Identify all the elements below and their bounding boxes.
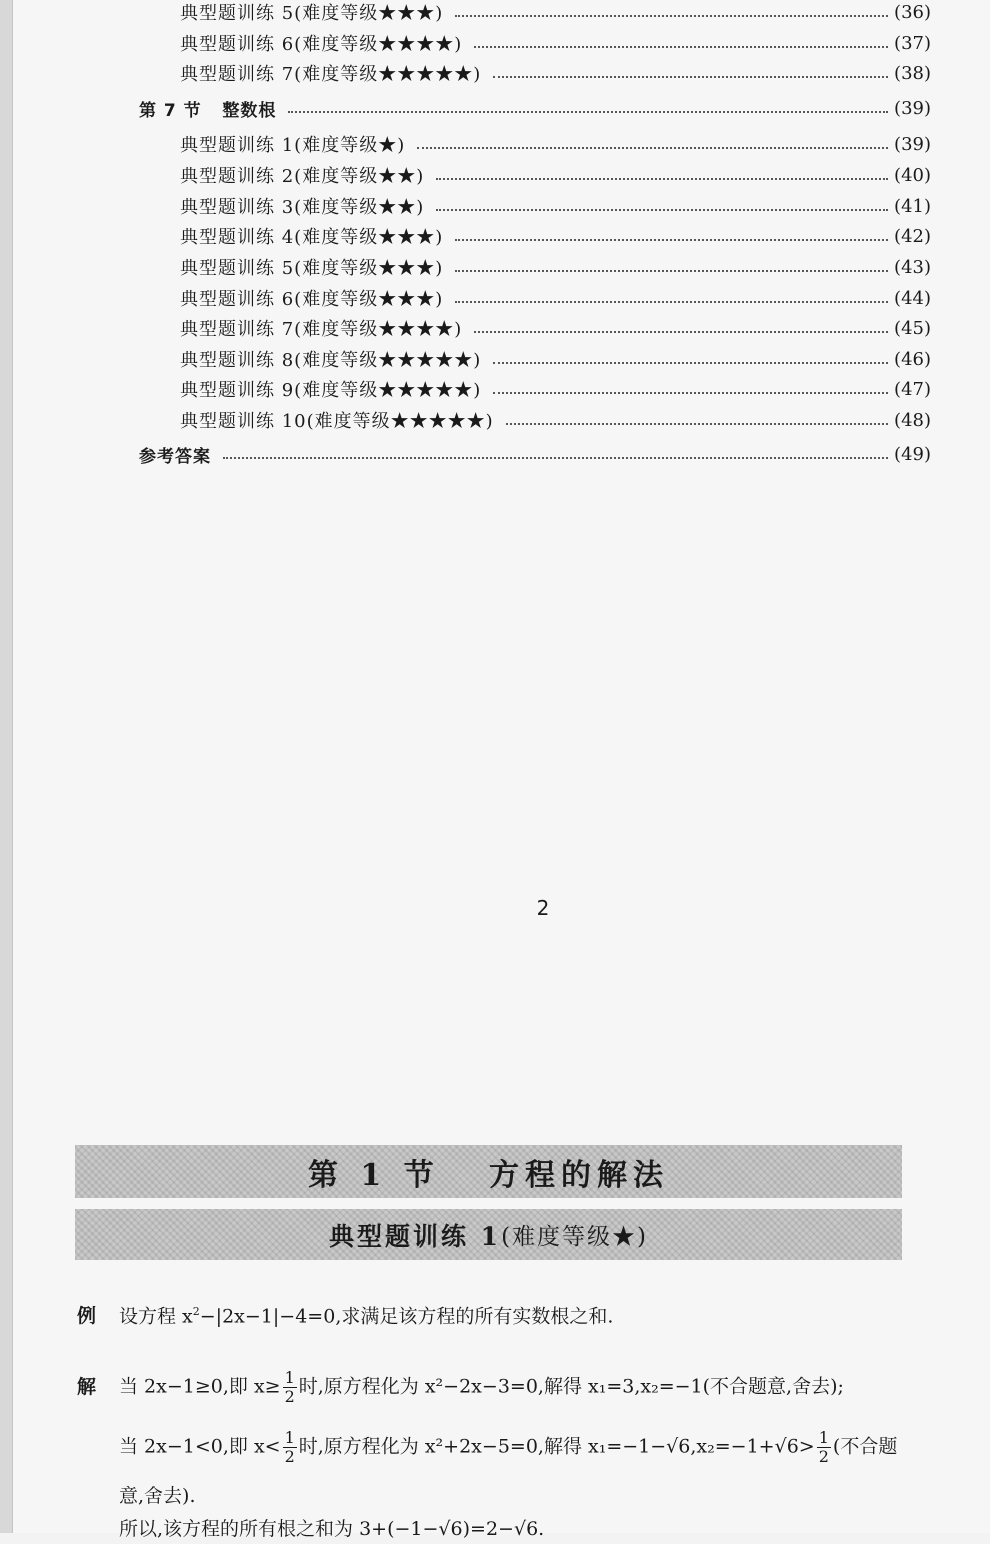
toc-entry-label: 第 7 节 整数根 (139, 100, 277, 121)
toc-entry-label: 典型题训练 8(难度等级★★★★★) (180, 350, 482, 371)
toc-entry-page: (40) (894, 164, 931, 186)
toc-entry-label: 典型题训练 6(难度等级★★★★) (180, 34, 463, 55)
toc-dot-leader (455, 268, 888, 272)
toc-dot-leader (455, 299, 888, 303)
solution-line1-b: 时,原方程化为 x²−2x−3=0,解得 x₁=3,x₂=−1(不合题意,舍去); (298, 1375, 844, 1398)
toc-entry-page: (49) (894, 443, 931, 465)
toc-entry (180, 283, 931, 313)
toc-entry (180, 221, 931, 251)
toc-entry-page: (45) (894, 317, 931, 339)
solution-line2-a: 当 2x−1<0,即 x< (119, 1435, 281, 1458)
toc-dot-leader (436, 207, 888, 211)
fraction-numerator: 1 (284, 1428, 295, 1447)
fraction-half (283, 1369, 297, 1406)
solution-line1-a: 当 2x−1≥0,即 x≥ (119, 1375, 281, 1398)
fraction-half (817, 1429, 831, 1466)
toc-entry-label: 典型题训练 2(难度等级★★) (180, 166, 425, 187)
toc-entry (180, 191, 931, 221)
solution-line4: 所以,该方程的所有根之和为 3+(−1−√6)=2−√6. (119, 1518, 545, 1540)
toc-entry-label: 典型题训练 4(难度等级★★★) (180, 227, 444, 248)
toc-entry-label: 典型题训练 5(难度等级★★★) (180, 258, 444, 279)
fraction-denominator: 2 (284, 1387, 295, 1406)
toc-entry-page: (42) (894, 225, 931, 247)
toc-entry-page: (47) (894, 378, 931, 400)
toc-entry (180, 28, 931, 58)
toc-entry-page: (41) (894, 195, 931, 217)
fraction-half (283, 1429, 297, 1466)
example-text-post: −|2x−1|−4=0,求满足该方程的所有实数根之和. (199, 1305, 614, 1328)
toc-dot-leader (288, 109, 888, 113)
page-number: 2 (536, 896, 550, 920)
document-page (13, 0, 990, 1540)
subsection-title: 典型题训练 1 (328, 1221, 502, 1251)
toc-entry (180, 58, 931, 88)
toc-entry-page: (48) (894, 409, 931, 431)
page-edge (0, 0, 13, 1533)
fraction-numerator: 1 (818, 1428, 829, 1447)
solution-line-4 (77, 1514, 900, 1544)
toc-entry-label: 典型题训练 1(难度等级★) (180, 135, 406, 156)
solution-line2-b: 时,原方程化为 x²+2x−5=0,解得 x₁=−1−√6,x₂=−1+√6> (298, 1435, 815, 1458)
toc-entry-label: 典型题训练 6(难度等级★★★) (180, 289, 444, 310)
toc-entry-page: (39) (894, 97, 931, 119)
section-title-banner (75, 1145, 902, 1198)
toc-entry (180, 405, 931, 435)
solution-line-1 (77, 1369, 900, 1406)
toc-entry-label: 典型题训练 7(难度等级★★★★★) (180, 64, 482, 85)
solution-line3: 意,舍去). (119, 1485, 196, 1507)
toc-dot-leader (436, 176, 888, 180)
toc-entry-page: (38) (894, 62, 931, 84)
toc-entry-page: (46) (894, 348, 931, 370)
toc-dot-leader (223, 455, 888, 459)
toc-entry-page: (37) (894, 32, 931, 54)
toc-dot-leader (455, 237, 888, 241)
toc-dot-leader (506, 421, 888, 425)
toc-entry (180, 129, 931, 159)
toc-section-entry (139, 93, 931, 123)
toc-entry-label: 典型题训练 9(难度等级★★★★★) (180, 380, 482, 401)
solution-line-3 (77, 1481, 900, 1511)
toc-dot-leader (493, 360, 888, 364)
toc-entry-page: (39) (894, 133, 931, 155)
toc-dot-leader (493, 74, 888, 78)
toc-entry (180, 0, 931, 27)
fraction-denominator: 2 (284, 1447, 295, 1466)
toc-entry (180, 344, 931, 374)
solution-tag: 解 (77, 1375, 97, 1398)
toc-entry-page: (36) (894, 1, 931, 23)
toc-entry (180, 374, 931, 404)
solution-line-2 (77, 1429, 900, 1466)
toc-dot-leader (455, 13, 888, 17)
toc-entry-label: 典型题训练 5(难度等级★★★) (180, 3, 444, 24)
toc-entry (180, 313, 931, 343)
toc-dot-leader (474, 329, 888, 333)
solution-line2-c: (不合题 (832, 1435, 898, 1458)
toc-entry-label: 典型题训练 7(难度等级★★★★) (180, 319, 463, 340)
fraction-numerator: 1 (284, 1368, 295, 1387)
subsection-title-banner (75, 1209, 902, 1260)
toc-entry (180, 252, 931, 282)
toc-entry-label: 典型题训练 10(难度等级★★★★★) (180, 411, 494, 432)
example-tag: 例 (77, 1305, 97, 1328)
toc-dot-leader (417, 145, 888, 149)
example-paragraph (77, 1297, 900, 1331)
toc-entry-page: (43) (894, 256, 931, 278)
toc-dot-leader (493, 390, 888, 394)
section-title: 第 1 节 方程的解法 (307, 1157, 670, 1193)
toc-dot-leader (474, 44, 888, 48)
example-exponent: 2 (192, 1305, 200, 1318)
subsection-difficulty: (难度等级★) (501, 1224, 649, 1250)
fraction-denominator: 2 (818, 1447, 829, 1466)
example-text-pre: 设方程 x (119, 1305, 193, 1328)
toc-entry-page: (44) (894, 287, 931, 309)
toc-section-entry (139, 439, 931, 469)
toc-entry-label: 典型题训练 3(难度等级★★) (180, 197, 425, 218)
toc-entry (180, 160, 931, 190)
toc-entry-label: 参考答案 (139, 446, 211, 467)
